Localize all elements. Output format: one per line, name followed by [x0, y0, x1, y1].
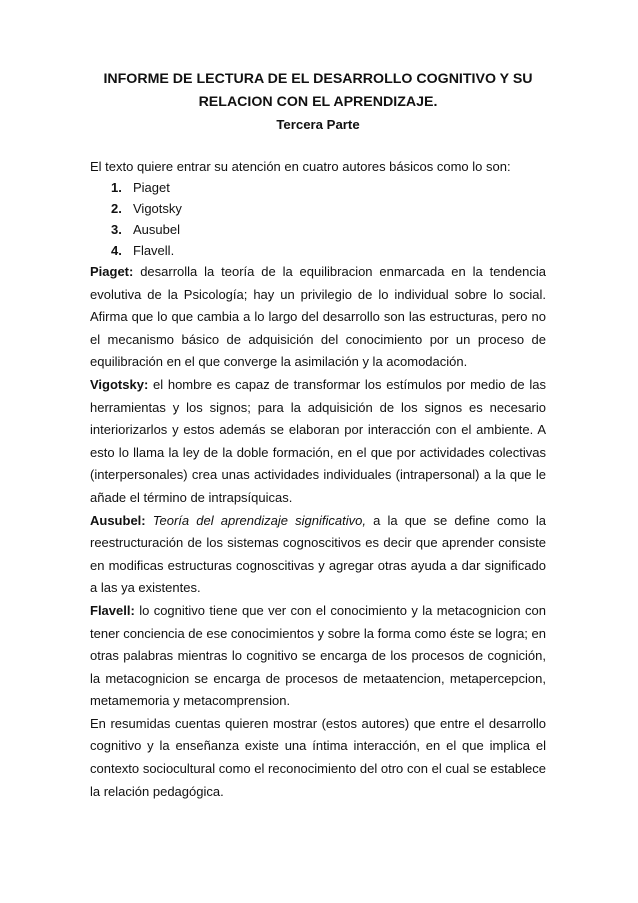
list-number: 1.: [111, 180, 122, 195]
author-name: Ausubel: [133, 222, 180, 237]
ausubel-paragraph: [90, 510, 546, 600]
piaget-paragraph: [90, 261, 546, 374]
ausubel-text: a la que se define como la reestructuración de los sistemas cognoscitivos es decir que aprender consiste en modificas estructuras cognoscitivas y agregar otras ayuda a dar significado a las ya existentes.: [90, 512, 546, 596]
list-number: 2.: [111, 201, 122, 216]
title-line-2: RELACION CON EL APRENDIZAJE.: [198, 94, 438, 110]
author-name: Flavell.: [133, 243, 175, 258]
list-item: [90, 240, 546, 261]
flavell-text: lo cognitivo tiene que ver con el conocimiento y la metacognicion con tener conciencia de ese conocimientos y sobre la forma como éste se logra; en otras palabras mientras lo cognitivo se encarga de los procesos de cognición, la metacognicion se encarga de procesos de metaatencion, metapercepcion, metamemoria y metacomprension.: [90, 602, 546, 709]
list-item: [90, 198, 546, 219]
intro-paragraph: El texto quiere entrar su atención en cuatro autores básicos como lo son:: [90, 159, 511, 174]
ausubel-label: Ausubel:: [90, 512, 146, 528]
list-item: [90, 219, 546, 240]
list-number: 4.: [111, 243, 122, 258]
vigotsky-label: Vigotsky:: [90, 376, 149, 392]
flavell-label: Flavell:: [90, 602, 135, 618]
piaget-text: desarrolla la teoría de la equilibracion enmarcada en la tendencia evolutiva de la Psicología; hay un privilegio de lo individual sobre lo social. Afirma que lo que cambia a lo largo del desarrollo son las estructuras, pero no el mecanismo básico de adquisición del conocimiento por un proceso de equilibración en el que converge la asimilación y la acomodación.: [90, 264, 546, 370]
author-name: Piaget: [133, 180, 170, 195]
ausubel-theory-title: Teoría del aprendizaje significativo,: [145, 512, 366, 528]
conclusion-paragraph: En resumidas cuentas quieren mostrar (estos autores) que entre el desarrollo cognitivo y la enseñanza existe una íntima interacción, en el que implica el contexto sociocultural como el reconocimiento del otro con el cual se establece la relación pedagógica.: [90, 715, 546, 799]
vigotsky-text: el hombre es capaz de transformar los estímulos por medio de las herramientas y los signos; para la adquisición de los signos es necesario interiorizarlos y estos además se elaboran por interacción con el ambiente. A esto lo llama la ley de la doble formación, en el que por actividades colectivas (interpersonales) crea unas actividades individuales (intrapersonal) a la que le añade el término de intrapsíquicas.: [90, 376, 546, 505]
author-name: Vigotsky: [133, 201, 182, 216]
document-title: [90, 68, 546, 114]
list-item: [90, 177, 546, 198]
title-line-1: INFORME DE LECTURA DE EL DESARROLLO COGNITIVO Y SU: [103, 71, 533, 87]
piaget-label: Piaget:: [90, 264, 134, 279]
vigotsky-paragraph: [90, 374, 546, 510]
authors-list: [90, 177, 546, 261]
flavell-paragraph: [90, 600, 546, 713]
list-number: 3.: [111, 222, 122, 237]
document-subtitle: Tercera Parte: [276, 117, 360, 132]
